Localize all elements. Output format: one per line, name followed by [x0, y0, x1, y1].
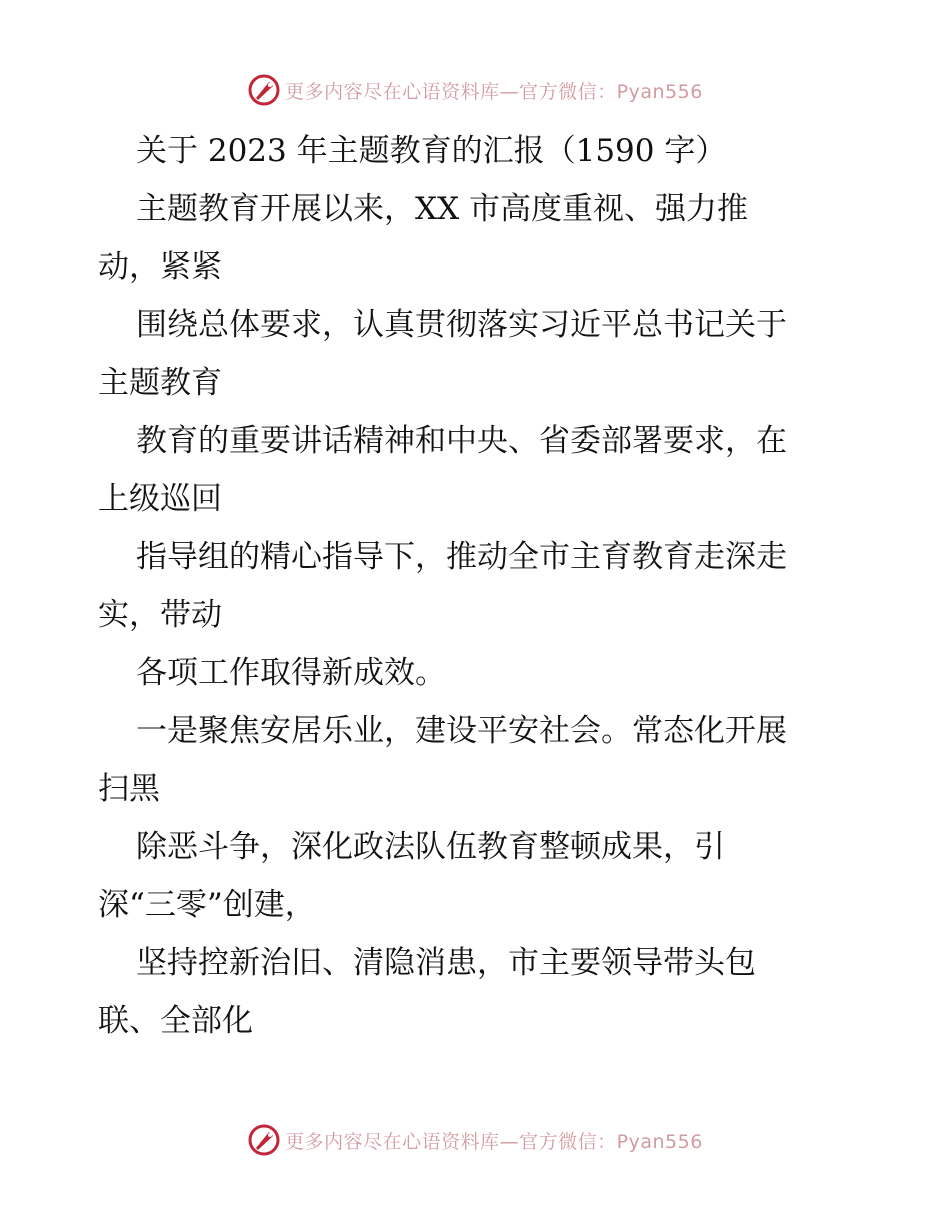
paragraph-line: 实，带动: [98, 597, 222, 633]
watermark-header: [0, 70, 950, 110]
watermark-text: 更多内容尽在心语资料库—官方微信：Pyan556: [285, 1130, 703, 1153]
pen-nib-circle-icon: [247, 73, 281, 107]
paragraph-line: 联、全部化: [98, 1003, 253, 1039]
paragraph-line: 一是聚焦安居乐业，建设平安社会。常态化开展: [136, 713, 787, 749]
paragraph-line: 指导组的精心指导下，推动全市主育教育走深走: [136, 539, 787, 575]
paragraph-line: 围绕总体要求，认真贯彻落实习近平总书记关于: [136, 307, 787, 343]
watermark-footer: [0, 1120, 950, 1160]
paragraph-line: 除恶斗争，深化政法队伍教育整顿成果，引: [136, 829, 725, 865]
paragraph-line: 深“三零”创建，: [98, 887, 316, 923]
paragraph-line: 上级巡回: [98, 481, 222, 517]
paragraph-line: 坚持控新治旧、清隐消患，市主要领导带头包: [136, 945, 756, 981]
paragraph-line: 各项工作取得新成效。: [136, 655, 446, 691]
paragraph-line: 主题教育: [98, 365, 222, 401]
document-title: 关于 2023 年主题教育的汇报（1590 字）: [136, 133, 727, 169]
pen-nib-circle-icon: [247, 1123, 281, 1157]
paragraph-line: 动，紧紧: [98, 249, 222, 285]
paragraph-line: 教育的重要讲话精神和中央、省委部署要求，在: [136, 423, 787, 459]
watermark-text: 更多内容尽在心语资料库—官方微信：Pyan556: [285, 80, 703, 103]
paragraph-line: 扫黑: [98, 771, 160, 807]
paragraph-line: 主题教育开展以来，XX 市高度重视、强力推: [136, 191, 748, 227]
document-body: [98, 122, 858, 1050]
